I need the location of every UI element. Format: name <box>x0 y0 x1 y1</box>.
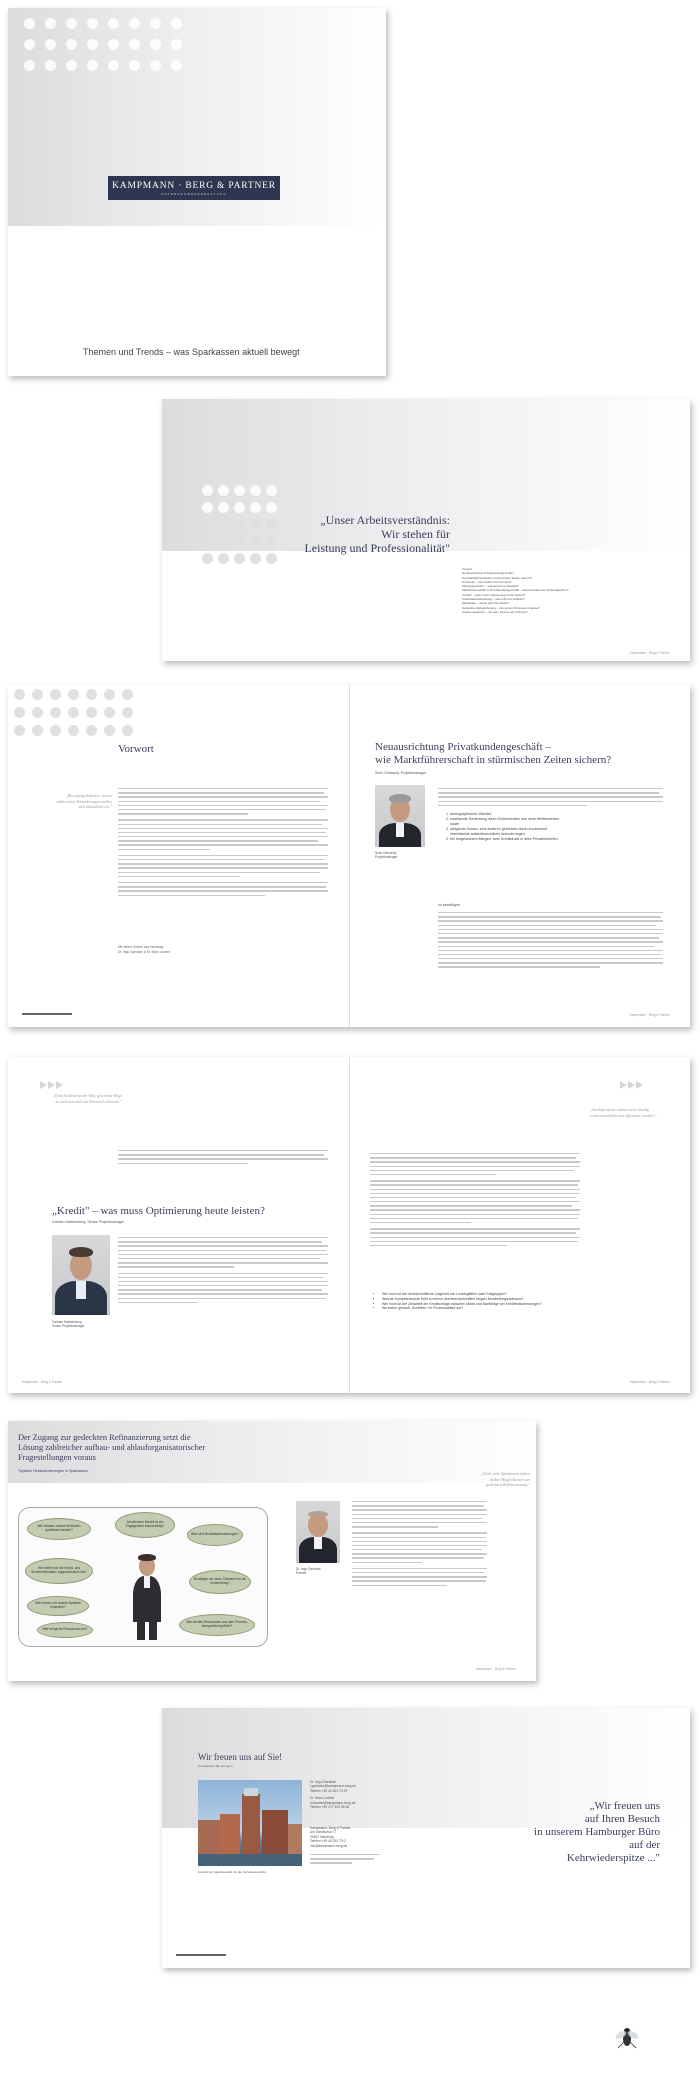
question-bubble: Benötigen wir einen Zulieferer für die Vorbereitung? <box>189 1570 251 1594</box>
neuausrichtung-body-text <box>438 912 663 971</box>
refinanzierung-heading-line3: Fragestellungen voraus <box>18 1453 96 1462</box>
mission-title <box>304 513 450 555</box>
contact-persons <box>310 1780 356 1809</box>
list-item: 4. bei fortgesetztem Margen- bzw. Kreditdruck in allen Privatbereichen. <box>450 837 562 842</box>
vorwort-greeting: Mit vielen Grüßen aus Hamburg <box>118 945 164 949</box>
address-company: Kampmann, Berg & Partner <box>310 1826 351 1830</box>
arrow-decoration-left <box>40 1081 63 1089</box>
neuausrichtung-intro-text <box>438 788 663 809</box>
toc-item[interactable]: Girokonto – wie bindet man Kunden? <box>462 579 512 584</box>
caption-name: Dr. Ingo Gaedcke <box>296 1567 321 1571</box>
kredit-byline: Carsten Hartkenberg, Senior Projektmanager <box>52 1220 125 1224</box>
contact-quote <box>534 1800 660 1865</box>
question-bubble: Wie müssen unsere Methoden qualifiziert werden? <box>27 1518 91 1540</box>
contact-phone[interactable]: Telefon +49 177 420 06 08 <box>310 1805 350 1810</box>
list-item: • Welche Kompetenzstufe führt zu einem überdurchschnittlich langen Bearbeitungszeitraum? <box>382 1297 574 1302</box>
fly-icon <box>612 2022 642 2052</box>
contact-name: Dr. Marc Lindner <box>310 1796 335 1801</box>
mission-title-line2: Wir stehen für <box>381 527 450 541</box>
portrait-sven-gerhardy <box>375 785 425 847</box>
caption-role: Projektmanager <box>375 855 398 860</box>
diagram-person-figure <box>127 1550 167 1640</box>
photo-caption: Ansicht der Speicherstadt mit der Kehrwiederspitze <box>198 1870 267 1874</box>
contact-quote-line1: „Wir freuen uns <box>589 1800 660 1812</box>
list-item: 2. wachsende Bedeutung durch Onlinemedien und neue Wettbewerber sowie <box>450 817 562 827</box>
spread-vorwort <box>8 685 690 1027</box>
contact-quote-line4: auf der <box>629 1839 660 1851</box>
neuausrichtung-heading <box>375 741 611 767</box>
spread-kredit <box>8 1057 690 1393</box>
challenge-diagram <box>18 1507 268 1647</box>
refinanzierung-heading-line1: Der Zugang zur gedeckten Refinanzierung setzt die <box>18 1433 191 1442</box>
caption-name: Sven Gerhardy <box>375 851 397 855</box>
refinanzierung-heading <box>18 1433 205 1463</box>
table-of-contents <box>462 567 569 614</box>
cover-dot-pattern <box>24 18 182 71</box>
page-footer: Kampmann · Berg & Partner <box>22 1380 63 1384</box>
refinanzierung-quote: „Nicht viele Sparkassen haben bisher Möglichkeiten zur gedeckten Refinanzierung." <box>480 1471 530 1487</box>
kredit-intro-text <box>118 1150 328 1167</box>
contact-subheading: Kontaktieren Sie uns gern <box>198 1764 233 1768</box>
refinanzierung-subheading: Typische Herausforderungen in Sparkassen <box>18 1469 88 1473</box>
toc-item[interactable]: Marktfolge – wohin geht die Reise? <box>462 601 509 606</box>
address-street: Am Sandtorkai 77 <box>310 1830 337 1835</box>
contact-footnote-text <box>310 1854 380 1867</box>
list-item: • Wie hoch ist die durchschnittliche Liegezeit von Leasingfällen nach Fallgruppen? <box>382 1292 574 1297</box>
spread-divider <box>349 1057 350 1393</box>
neuausrichtung-heading-line1: Neuausrichtung Privatkundengeschäft – <box>375 741 551 753</box>
left-page-footer-mark <box>22 1013 72 1015</box>
cover-page <box>8 8 386 376</box>
toc-item[interactable]: Gedeckte Refinanzierung – wie setzen Prozesse Impulse? <box>462 605 540 610</box>
address-city: 20457 Hamburg <box>310 1834 334 1839</box>
left-page-footer-mark <box>176 1954 226 1956</box>
challenge-list <box>442 812 562 842</box>
page-footer: Kampmann · Berg & Partner <box>475 1667 516 1671</box>
process-question-list <box>374 1292 574 1311</box>
kredit-quote: „Entscheidend ist der Mut, gewohnte Wege zu verlassen und ein Potential erkennen." <box>52 1093 122 1104</box>
process-body-text-1 <box>370 1153 580 1249</box>
toc-item[interactable]: „Kredit" – was muss Optimierung heute leisten? <box>462 592 526 597</box>
list-item: • Wie hoch ist der Zeitanteil der Kreditvorlage zwischen Markt und Marktfolge bei Kreditentscheidungen? <box>382 1302 574 1307</box>
vorwort-body-text <box>118 788 328 899</box>
mission-title-line3: Leistung und Professionalität" <box>304 541 450 555</box>
contact-heading: Wir freuen uns auf Sie! <box>198 1752 283 1762</box>
contact-email[interactable]: i.gaedcke@kampmann-berg.de <box>310 1784 357 1789</box>
company-logo <box>108 176 280 200</box>
portrait-ingo-gaedcke <box>296 1501 340 1563</box>
toc-item[interactable]: Neuausrichtung Privatkundengeschäft – <box>462 571 516 576</box>
question-bubble: Wer bringt die Ressourcen ein? <box>37 1622 93 1638</box>
list-item: • Wo treten gehäuft „Schleifen" im Prozessablauf auf? <box>382 1306 574 1311</box>
page-footer: Kampmann · Berg & Partner <box>629 651 670 655</box>
contact-quote-line2: auf Ihren Besuch <box>584 1813 660 1825</box>
page-footer: Kampmann · Berg & Partner <box>629 1380 670 1384</box>
contact-quote-line5: Kehrwiederspitze ..." <box>566 1852 660 1864</box>
question-bubble: Wie stellen wir die Kredit- und Sicherheitendaten organisatorisch dar? <box>25 1558 93 1584</box>
process-quote: „Kreditprozesse müssen sich ständig weiterentwickeln und effizienter werden." <box>590 1107 657 1118</box>
neuausrichtung-byline: Sven Gerhardy, Projektmanager <box>375 771 427 775</box>
office-address <box>310 1826 351 1848</box>
portrait-caption <box>375 851 398 859</box>
address-phone[interactable]: Telefon +49 40 251 73 0 <box>310 1839 346 1844</box>
portrait-carsten-hartkenberg <box>52 1235 110 1315</box>
toc-item[interactable]: Zusammenarbeit – mit wem können wir rechnen? <box>462 609 528 614</box>
refinanzierung-heading-line2: Lösung zahlreicher aufbau- und ablauforganisatorischer <box>18 1443 206 1452</box>
page-footer: Kampmann · Berg & Partner <box>629 1013 670 1017</box>
address-email[interactable]: info@kampmann-berg.de <box>310 1843 348 1848</box>
logo-wordmark: KAMPMANN · BERG & PARTNER <box>112 180 276 191</box>
vorwort-signature: Dr. Ingo Gaedcke & Dr. Marc Lindner <box>118 950 171 954</box>
toc-item[interactable]: Kreditsachbearbeitung – was will man wirklich? <box>462 597 525 602</box>
mission-dot-pattern <box>202 485 276 564</box>
portrait-caption <box>52 1320 85 1328</box>
vorwort-dot-pattern <box>14 689 133 736</box>
hamburg-office-photo <box>198 1780 302 1866</box>
arrow-decoration-right <box>620 1081 643 1089</box>
contact-quote-line3: in unserem Hamburger Büro <box>534 1826 660 1838</box>
kredit-body-text <box>118 1237 328 1306</box>
logo-tagline: UNTERNEHMENSBERATUNG <box>161 191 227 196</box>
contact-phone[interactable]: Telefon +49 40 251 73 20 <box>310 1788 348 1793</box>
toc-item[interactable]: wie Marktführerschaft in stürmischen Zeiten sichern? <box>462 575 533 580</box>
cover-subtitle: Themen und Trends – was Sparkassen aktuell bewegt <box>83 347 300 357</box>
list-conclusion: zu bewältigen. <box>438 903 461 907</box>
spread-divider <box>349 685 350 1027</box>
contact-page <box>162 1708 690 1968</box>
vorwort-heading: Vorwort <box>118 743 154 755</box>
question-bubble: Was sind Bonitätsanforderungen? <box>187 1524 243 1546</box>
toc-item[interactable]: Zahlungsverkehr – was kommt in Zukunft? <box>462 584 519 589</box>
toc-item[interactable]: Vorwort <box>462 567 473 571</box>
mission-title-line1: „Unser Arbeitsverständnis: <box>320 513 450 527</box>
question-bubble: Ab welchem Modell ist ein Engagement zweckmäßig? <box>115 1512 175 1538</box>
caption-name: Carsten Hartkenberg <box>52 1320 82 1324</box>
list-item: 3. steigende Kosten, eine anderen gerichtete durch zunehmend vereinfachte aufsichtsrechtliche Anforderungen. <box>450 827 562 837</box>
caption-role: Partner <box>296 1571 307 1576</box>
toc-item[interactable]: Marktführerschaft im Privatkundengeschäft – was bewirken die Verbundpartner? <box>462 588 569 593</box>
refinanzierung-body-text <box>352 1501 487 1589</box>
portrait-caption <box>296 1567 321 1575</box>
mission-page <box>162 399 690 661</box>
neuausrichtung-heading-line2: wie Marktführerschaft in stürmischen Zeiten sichern? <box>375 754 612 766</box>
vorwort-quote: „Bewegung bedeutet: unsere zahlreichen Veränderungen stellen sich tatsächlich ein." <box>56 793 112 809</box>
refinanzierung-page <box>8 1421 536 1681</box>
contact-name: Dr. Ingo Gaedcke <box>310 1780 336 1784</box>
list-item: 1. demographischer Wandel, <box>450 812 562 817</box>
question-bubble: Wie werden Ressourcen aus dem Prozess-übergreifend geführt? <box>179 1614 255 1636</box>
kredit-heading: „Kredit" – was muss Optimierung heute leisten? <box>52 1205 265 1217</box>
contact-email[interactable]: m.lindner@kampmann-berg.de <box>310 1800 356 1805</box>
caption-role: Senior Projektmanager <box>52 1324 85 1329</box>
question-bubble: Wie können wir unsere Systeme einsetzen? <box>27 1596 89 1616</box>
